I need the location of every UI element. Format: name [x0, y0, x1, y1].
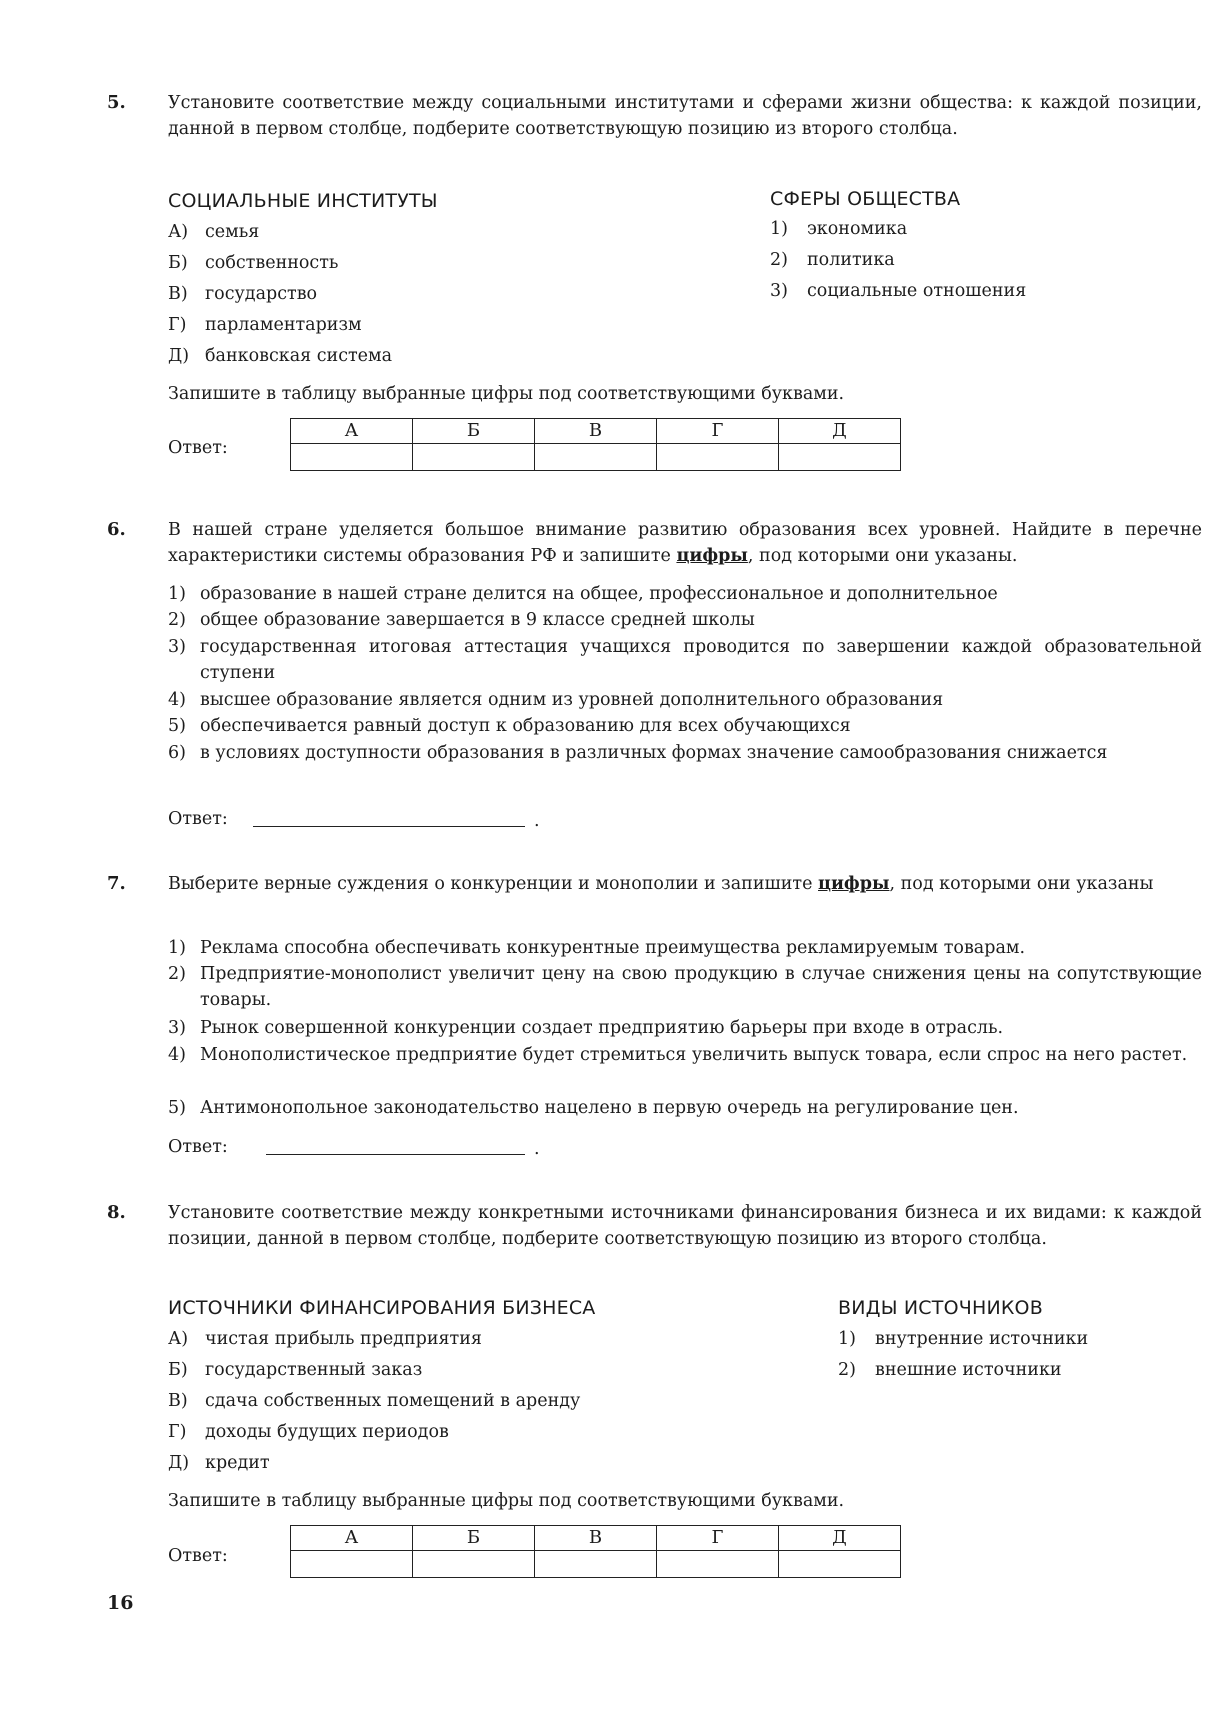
- question-text: Установите соответствие между конкретными источниками финансирования бизнеса и их видами: к каждой позиции, данной в первом столбце, подберите соответствующую позицию из второго столбца.: [168, 1203, 1202, 1249]
- table-letter: А: [291, 419, 413, 444]
- list-item: 1) образование в нашей стране делится на общее, профессиональное и дополнительное: [168, 584, 998, 604]
- table-letter: В: [535, 1526, 657, 1551]
- table-letter: А: [291, 1526, 413, 1551]
- right-column-header: ВИДЫ ИСТОЧНИКОВ: [838, 1297, 1043, 1319]
- answer-table-q8: [290, 1525, 901, 1578]
- list-item: 1) Реклама способна обеспечивать конкурентные преимущества рекламируемым товарам.: [168, 938, 1026, 958]
- left-column-header: ИСТОЧНИКИ ФИНАНСИРОВАНИЯ БИЗНЕСА: [168, 1297, 596, 1319]
- right-option: 1) внутренние источники: [838, 1329, 1089, 1349]
- right-option: 3) социальные отношения: [770, 281, 1027, 301]
- table-letter: Г: [657, 419, 779, 444]
- answer-table-q5: [290, 418, 901, 471]
- list-item: 2) Предприятие-монополист увеличит цену на свою продукцию в случае снижения цены на сопутствующие товары.: [168, 964, 1202, 1010]
- left-option: Б) государственный заказ: [168, 1360, 423, 1380]
- left-option: В) сдача собственных помещений в аренду: [168, 1391, 581, 1411]
- list-item: 4) высшее образование является одним из уровней дополнительного образования: [168, 690, 944, 710]
- page-number: 16: [107, 1592, 134, 1614]
- answer-label: Ответ:: [168, 809, 228, 829]
- table-letter: Д: [779, 1526, 901, 1551]
- list-item: 2) общее образование завершается в 9 классе средней школы: [168, 610, 755, 630]
- answer-line[interactable]: [266, 1154, 525, 1155]
- list-item: 6) в условиях доступности образования в различных формах значение самообразования снижается: [168, 743, 1108, 763]
- left-option: Г) доходы будущих периодов: [168, 1422, 449, 1442]
- left-option: Д) кредит: [168, 1453, 270, 1473]
- left-option: А) семья: [168, 222, 260, 242]
- answer-label: Ответ:: [168, 1546, 228, 1566]
- list-item: 4) Монополистическое предприятие будет стремиться увеличить выпуск товара, если спрос на него растет.: [168, 1045, 1188, 1065]
- question-number: 7.: [107, 873, 126, 894]
- left-option: Г) парламентаризм: [168, 315, 362, 335]
- answer-label: Ответ:: [168, 438, 228, 458]
- answer-period: .: [534, 811, 540, 831]
- left-option: А) чистая прибыль предприятия: [168, 1329, 482, 1349]
- list-item: 5) обеспечивается равный доступ к образованию для всех обучающихся: [168, 716, 851, 736]
- left-option: Д) банковская система: [168, 346, 393, 366]
- answer-cell[interactable]: [535, 444, 657, 471]
- question-text: Выберите верные суждения о конкуренции и монополии и запишите цифры, под которыми они указаны: [168, 874, 1154, 894]
- list-item: 5) Антимонопольное законодательство нацелено в первую очередь на регулирование цен.: [168, 1098, 1019, 1118]
- right-option: 1) экономика: [770, 219, 908, 239]
- question-number: 5.: [107, 92, 126, 113]
- question-number: 8.: [107, 1202, 126, 1223]
- answer-cell[interactable]: [291, 1551, 413, 1578]
- answer-cell[interactable]: [413, 1551, 535, 1578]
- right-option: 2) политика: [770, 250, 895, 270]
- list-item: 3) Рынок совершенной конкуренции создает предприятию барьеры при входе в отрасль.: [168, 1018, 1004, 1038]
- left-option: В) государство: [168, 284, 318, 304]
- table-instruction: Запишите в таблицу выбранные цифры под соответствующими буквами.: [168, 1491, 845, 1511]
- table-letter: Г: [657, 1526, 779, 1551]
- answer-line[interactable]: [253, 826, 525, 827]
- answer-period: .: [534, 1139, 540, 1159]
- answer-cell[interactable]: [535, 1551, 657, 1578]
- left-option: Б) собственность: [168, 253, 339, 273]
- answer-cell[interactable]: [779, 444, 901, 471]
- table-instruction: Запишите в таблицу выбранные цифры под соответствующими буквами.: [168, 384, 845, 404]
- answer-cell[interactable]: [413, 444, 535, 471]
- answer-cell[interactable]: [779, 1551, 901, 1578]
- question-text: Установите соответствие между социальными институтами и сферами жизни общества: к каждой позиции, данной в первом столбце, подберите соответствующую позицию из второго столбца.: [168, 93, 1202, 139]
- answer-label: Ответ:: [168, 1137, 228, 1157]
- question-text: В нашей стране уделяется большое внимание развитию образования всех уровней. Найдите в перечне характеристики системы образования РФ и запишите цифры, под которыми они указаны.: [168, 520, 1202, 566]
- answer-cell[interactable]: [291, 444, 413, 471]
- question-number: 6.: [107, 519, 126, 540]
- right-option: 2) внешние источники: [838, 1360, 1062, 1380]
- table-letter: В: [535, 419, 657, 444]
- table-letter: Д: [779, 419, 901, 444]
- left-column-header: СОЦИАЛЬНЫЕ ИНСТИТУТЫ: [168, 190, 438, 212]
- right-column-header: СФЕРЫ ОБЩЕСТВА: [770, 188, 961, 210]
- table-letter: Б: [413, 1526, 535, 1551]
- list-item: 3) государственная итоговая аттестация учащихся проводится по завершении каждой образовательной ступени: [168, 637, 1202, 683]
- table-letter: Б: [413, 419, 535, 444]
- answer-cell[interactable]: [657, 444, 779, 471]
- answer-cell[interactable]: [657, 1551, 779, 1578]
